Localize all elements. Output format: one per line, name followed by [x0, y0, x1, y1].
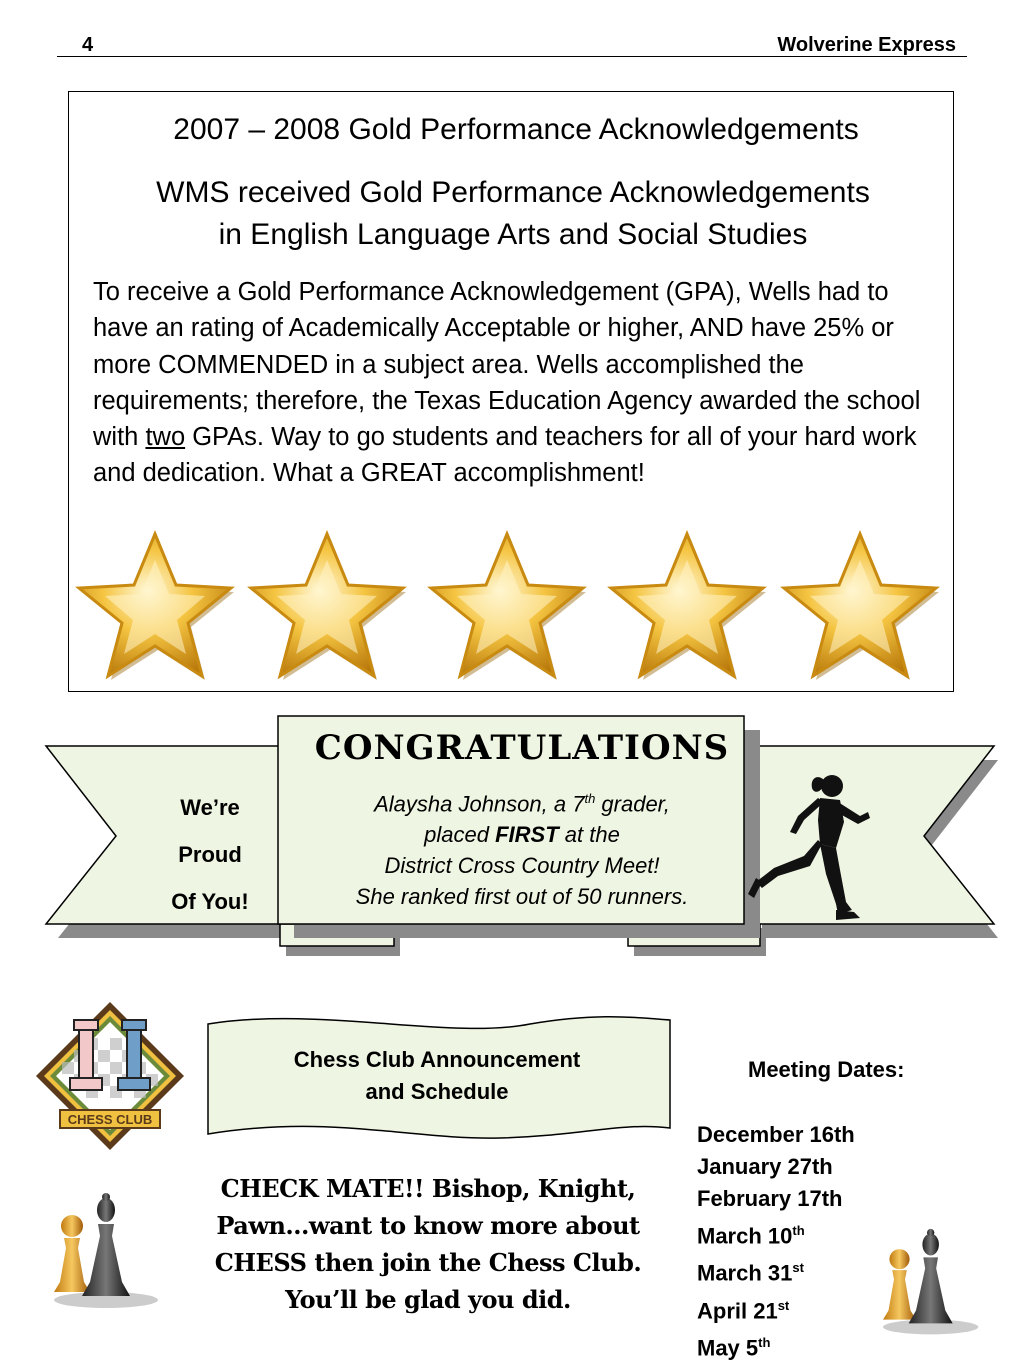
- meeting-date: [697, 1327, 855, 1364]
- congrats-text: placed: [424, 822, 496, 848]
- chess-heading-line: Chess Club Announcement: [293, 1047, 581, 1072]
- gpa-body-underlined: two: [145, 423, 186, 452]
- congrats-bold: FIRST: [495, 822, 559, 848]
- congrats-sup: th: [584, 791, 596, 806]
- black-bishop-icon: [909, 1229, 953, 1323]
- runner-silhouette-icon: [748, 770, 878, 925]
- meeting-date-text: January 27th: [697, 1154, 833, 1179]
- meeting-date-text: February 17th: [697, 1186, 843, 1211]
- meeting-date: [697, 1119, 855, 1151]
- meeting-date-text: March 31: [697, 1260, 793, 1286]
- gold-star-icon: [431, 534, 586, 680]
- meeting-date-text: April 21: [697, 1297, 778, 1323]
- meeting-date: [697, 1252, 855, 1289]
- gpa-body-part: To receive a Gold Performance Acknowledgement (GPA), Wells had to have an rating of Academically Acceptable or higher, AND have 25% or more COMMENDED in a subject area. Wells accomplished the requirements; therefore, the Texas Education Agency awarded the school with: [93, 278, 921, 452]
- gold-star-icon: [611, 534, 766, 680]
- black-bishop-icon: [82, 1193, 130, 1296]
- gpa-subtitle: [70, 172, 956, 256]
- chess-club-logo: [30, 998, 190, 1158]
- meeting-date: [697, 1151, 855, 1183]
- chess-club-logo-text: CHESS CLUB: [67, 1112, 153, 1127]
- meeting-date-suffix: st: [792, 1260, 804, 1276]
- page-number: 4: [82, 34, 94, 56]
- congrats-text: grader,: [595, 791, 670, 817]
- chess-promo-line: You’ll be glad you did.: [285, 1285, 571, 1314]
- meeting-date-text: December 16th: [697, 1122, 855, 1147]
- newsletter-title: Wolverine Express: [777, 34, 956, 56]
- congrats-text: at the: [558, 822, 620, 848]
- chess-promo-line: Pawn…want to know more about: [216, 1211, 640, 1240]
- gold-pawn-icon: [54, 1215, 90, 1292]
- meeting-date: [697, 1290, 855, 1327]
- gold-pawn-icon: [883, 1249, 916, 1320]
- congratulations-body: [290, 783, 754, 912]
- proud-line: Proud: [178, 842, 242, 867]
- meeting-dates-label: Meeting Dates:: [748, 1057, 905, 1082]
- meeting-date: [697, 1215, 855, 1252]
- chess-announcement-heading: [222, 1044, 652, 1108]
- gold-star-icon: [79, 534, 234, 680]
- congratulations-title: CONGRATULATIONS: [314, 728, 730, 768]
- proud-message: [150, 784, 270, 925]
- gpa-subtitle-line: WMS received Gold Performance Acknowledgements: [156, 176, 870, 209]
- chess-heading-line: and Schedule: [365, 1079, 509, 1104]
- chess-promo-line: CHECK MATE!! Bishop, Knight,: [220, 1174, 636, 1203]
- gold-star-icon: [251, 534, 406, 680]
- congrats-text: Alaysha Johnson, a 7: [374, 791, 585, 817]
- gold-stars-row: [70, 530, 950, 690]
- meeting-date-suffix: th: [758, 1334, 771, 1350]
- congrats-line: District Cross Country Meet!: [384, 853, 660, 879]
- chess-promo-line: CHESS then join the Chess Club.: [214, 1248, 642, 1277]
- proud-line: Of You!: [171, 889, 249, 914]
- congrats-line: [290, 819, 754, 850]
- gpa-title: 2007 – 2008 Gold Performance Acknowledgements: [173, 113, 859, 146]
- chess-pawns-icon: [872, 1228, 982, 1338]
- header-divider: [57, 56, 967, 57]
- meeting-date-suffix: th: [792, 1223, 805, 1238]
- gpa-body-part: GPAs. Way to go students and teachers for all of your hard work and dedication. What a GREAT accomplishment!: [93, 423, 917, 488]
- meeting-date-suffix: st: [777, 1297, 790, 1313]
- meeting-date-text: March 10: [697, 1223, 793, 1249]
- chess-promo-text: [198, 1170, 658, 1318]
- gpa-subtitle-line: in English Language Arts and Social Studies: [218, 218, 808, 251]
- chess-pawns-icon: [42, 1192, 162, 1312]
- meeting-date: [697, 1183, 855, 1215]
- gpa-body-text: [93, 274, 943, 492]
- proud-line: We’re: [180, 795, 240, 820]
- meeting-dates-list: [697, 1119, 855, 1364]
- congrats-line: She ranked first out of 50 runners.: [355, 884, 689, 910]
- meeting-date-text: May 5: [697, 1335, 759, 1361]
- gold-star-icon: [784, 534, 939, 680]
- congrats-line: [290, 783, 754, 819]
